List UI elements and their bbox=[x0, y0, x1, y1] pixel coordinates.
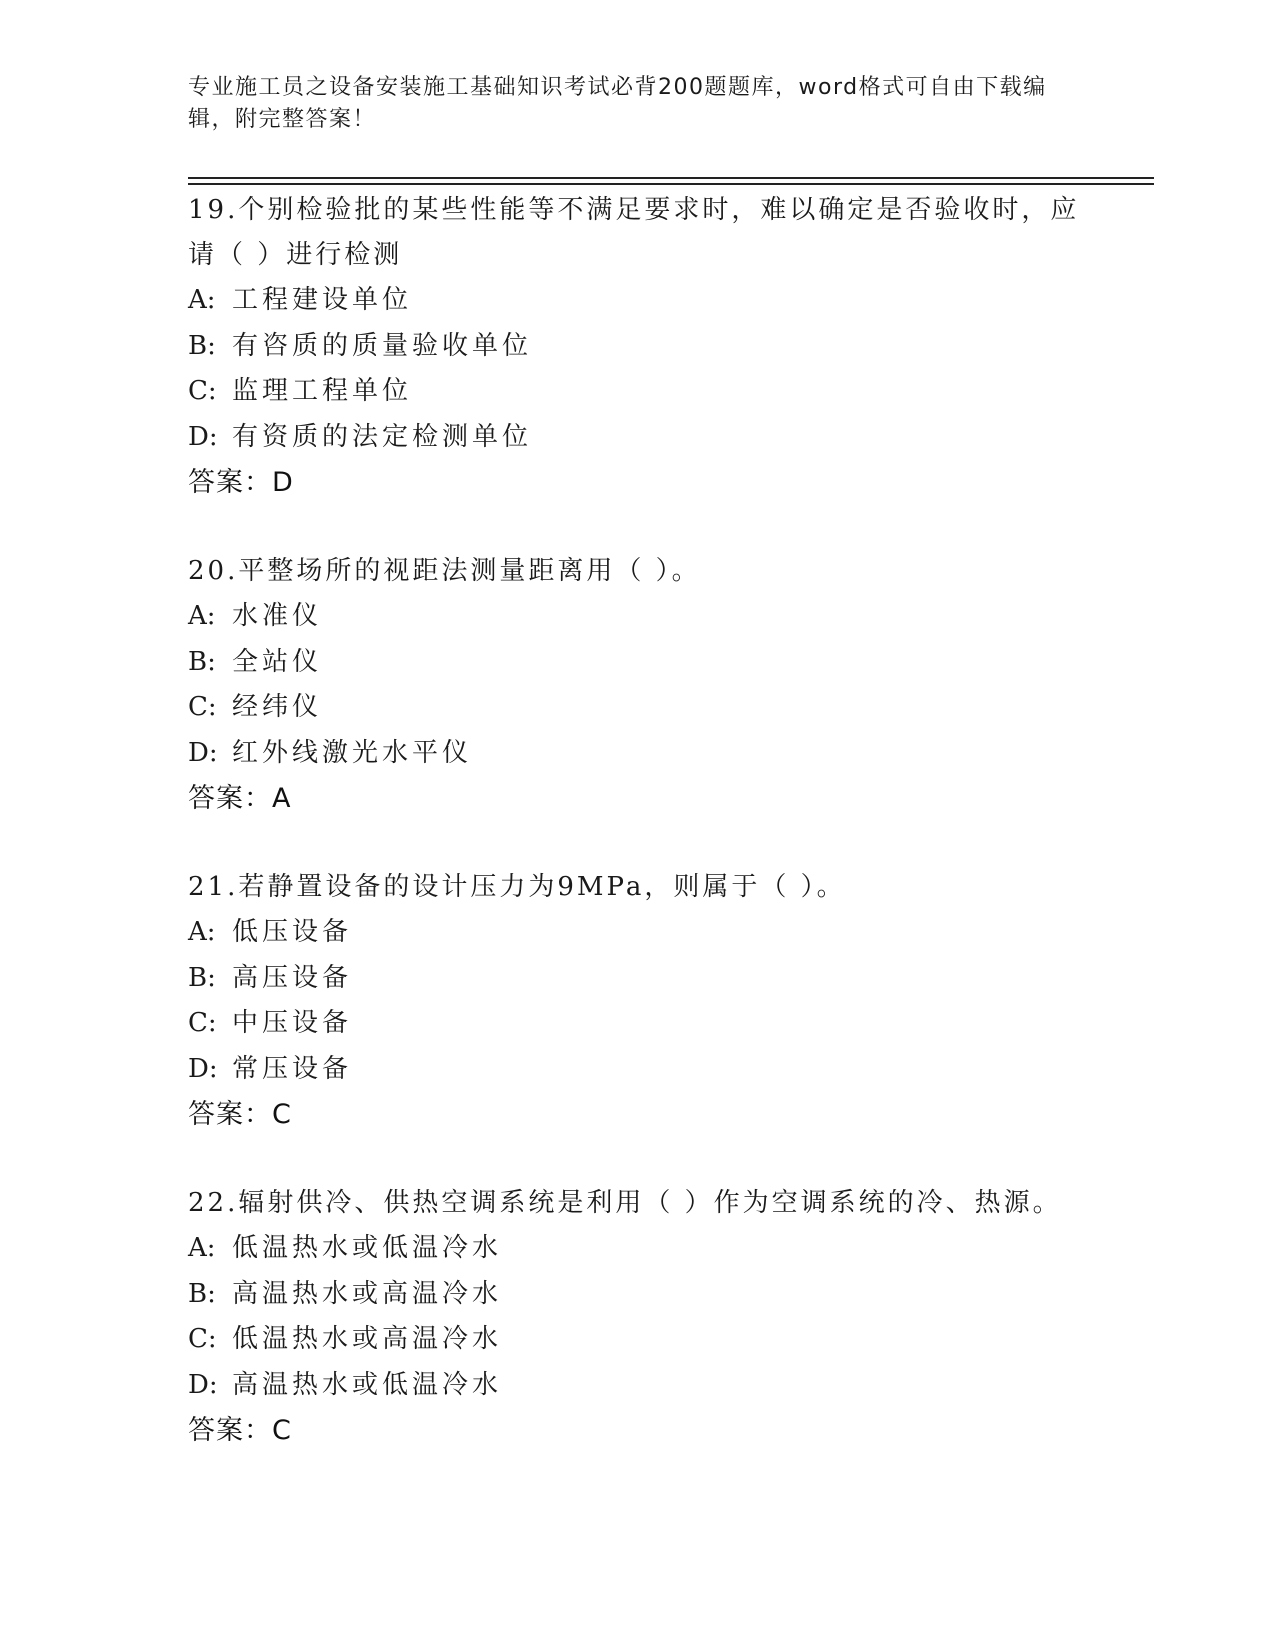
option-key: A: bbox=[188, 1233, 216, 1263]
option-text: 全站仪 bbox=[232, 646, 323, 677]
option-key: D: bbox=[188, 737, 218, 768]
option-text: 红外线激光水平仪 bbox=[232, 737, 473, 768]
option-key: A: bbox=[188, 601, 216, 631]
option-a bbox=[188, 594, 1088, 640]
answer-line bbox=[188, 776, 1088, 821]
answer-line bbox=[188, 1092, 1088, 1137]
question-list bbox=[188, 188, 1088, 1497]
option-key: A: bbox=[188, 917, 216, 947]
question-22 bbox=[188, 1181, 1088, 1453]
option-d bbox=[188, 1047, 1088, 1093]
document-header-note: 专业施工员之设备安装施工基础知识考试必背200题题库，word格式可自由下载编辑，附完整答案！ bbox=[188, 75, 1047, 132]
answer-value: C bbox=[272, 1099, 292, 1130]
option-key: C: bbox=[188, 1324, 217, 1354]
option-a bbox=[188, 278, 1088, 324]
answer-label: 答案： bbox=[188, 1415, 272, 1446]
option-d bbox=[188, 415, 1088, 461]
answer-value: C bbox=[272, 1415, 292, 1446]
answer-value: A bbox=[272, 783, 292, 814]
question-19 bbox=[188, 188, 1088, 505]
answer-line bbox=[188, 1408, 1088, 1453]
option-c bbox=[188, 1317, 1088, 1363]
option-text: 高温热水或高温冷水 bbox=[232, 1278, 503, 1309]
option-text: 低温热水或高温冷水 bbox=[232, 1324, 503, 1354]
answer-label: 答案： bbox=[188, 783, 272, 814]
option-text: 监理工程单位 bbox=[232, 376, 413, 406]
option-text: 有资质的法定检测单位 bbox=[232, 421, 533, 452]
option-text: 低温热水或低温冷水 bbox=[232, 1233, 503, 1263]
option-c bbox=[188, 685, 1088, 731]
option-key: A: bbox=[188, 285, 216, 315]
option-text: 水准仪 bbox=[232, 601, 323, 631]
option-text: 高压设备 bbox=[232, 962, 353, 993]
option-text: 经纬仪 bbox=[232, 692, 323, 722]
question-21 bbox=[188, 865, 1088, 1137]
option-b bbox=[188, 640, 1088, 686]
answer-line bbox=[188, 460, 1088, 505]
question-stem: 20.平整场所的视距法测量距离用（ ）。 bbox=[188, 556, 701, 586]
option-key: D: bbox=[188, 421, 218, 452]
question-stem: 22.辐射供冷、供热空调系统是利用（ ）作为空调系统的冷、热源。 bbox=[188, 1188, 1062, 1218]
option-text: 高温热水或低温冷水 bbox=[232, 1369, 503, 1400]
option-key: B: bbox=[188, 1278, 216, 1309]
option-d bbox=[188, 1363, 1088, 1409]
option-d bbox=[188, 731, 1088, 777]
option-key: D: bbox=[188, 1053, 218, 1084]
option-c bbox=[188, 369, 1088, 415]
option-key: D: bbox=[188, 1369, 218, 1400]
option-text: 低压设备 bbox=[232, 917, 353, 947]
header-rule-top bbox=[188, 177, 1154, 179]
option-key: B: bbox=[188, 330, 216, 361]
option-a bbox=[188, 1226, 1088, 1272]
option-b bbox=[188, 324, 1088, 370]
option-key: C: bbox=[188, 1008, 217, 1038]
option-key: C: bbox=[188, 692, 217, 722]
question-20 bbox=[188, 549, 1088, 821]
answer-label: 答案： bbox=[188, 467, 272, 498]
question-stem: 21.若静置设备的设计压力为9MPa，则属于（ ）。 bbox=[188, 872, 846, 902]
option-c bbox=[188, 1001, 1088, 1047]
option-key: C: bbox=[188, 376, 217, 406]
option-a bbox=[188, 910, 1088, 956]
option-key: B: bbox=[188, 646, 216, 677]
header-rule-bottom bbox=[188, 183, 1154, 185]
option-b bbox=[188, 956, 1088, 1002]
answer-value: D bbox=[272, 467, 294, 498]
option-text: 工程建设单位 bbox=[232, 285, 413, 315]
option-key: B: bbox=[188, 962, 216, 993]
question-stem: 19.个别检验批的某些性能等不满足要求时，难以确定是否验收时，应请（ ）进行检测 bbox=[188, 195, 1080, 270]
option-text: 有咨质的质量验收单位 bbox=[232, 330, 533, 361]
answer-label: 答案： bbox=[188, 1099, 272, 1130]
option-b bbox=[188, 1272, 1088, 1318]
option-text: 常压设备 bbox=[232, 1053, 353, 1084]
option-text: 中压设备 bbox=[232, 1008, 353, 1038]
